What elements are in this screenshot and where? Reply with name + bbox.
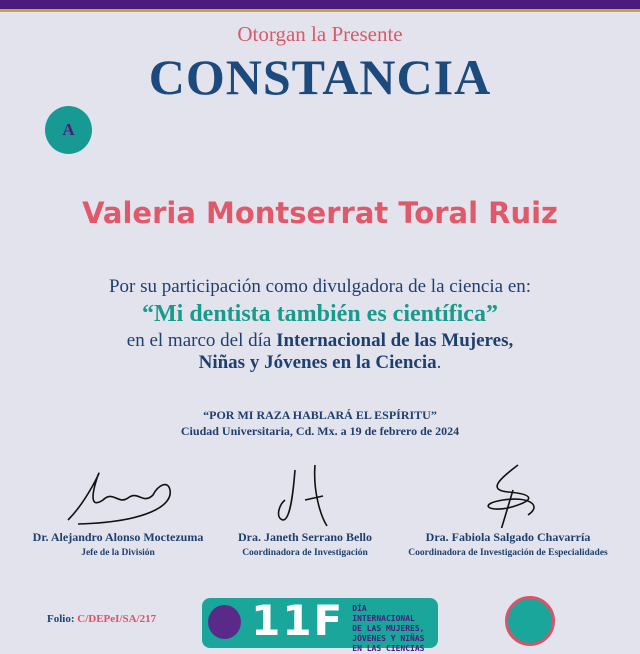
signature-image bbox=[58, 460, 178, 528]
signatory-name: Dra. Fabiola Salgado Chavarría bbox=[425, 530, 591, 544]
signature-block-2 bbox=[225, 460, 385, 558]
badge: A bbox=[45, 106, 92, 154]
event-suffix: . bbox=[436, 352, 442, 373]
logo-text-line: JÓVENES Y NIÑAS bbox=[352, 634, 425, 643]
signature-block-1 bbox=[28, 460, 208, 558]
folio bbox=[47, 613, 156, 625]
event-prefix: en el marco del día bbox=[126, 330, 277, 351]
molecule-seal-icon bbox=[505, 596, 555, 646]
certificate-title: CONSTANCIA bbox=[148, 49, 492, 105]
talk-title: “Mi dentista también es científica” bbox=[142, 301, 498, 327]
logo-number: 11F bbox=[251, 596, 345, 645]
event-logo bbox=[202, 596, 438, 653]
subtitle: Otorgan la Presente bbox=[237, 22, 403, 46]
place-date: Ciudad Universitaria, Cd. Mx. a 19 de febrero de 2024 bbox=[180, 424, 460, 438]
motto: “POR MI RAZA HABLARÁ EL ESPÍRITU” bbox=[203, 408, 437, 422]
event-name-2: Niñas y Jóvenes en la Ciencia bbox=[198, 352, 437, 373]
event-line-2 bbox=[0, 352, 640, 374]
molecule-icon bbox=[208, 605, 241, 639]
recipient-name: Valeria Montserrat Toral Ruiz bbox=[82, 196, 558, 230]
signatory-role: Coordinadora de Investigación bbox=[242, 548, 368, 558]
gold-stripe bbox=[0, 9, 640, 12]
logo-text-line: DE LAS MUJERES, bbox=[352, 624, 425, 633]
top-border bbox=[0, 0, 640, 9]
logo-text bbox=[352, 604, 432, 654]
signatory-name: Dra. Janeth Serrano Bello bbox=[238, 530, 372, 544]
event-name-1: Internacional de las Mujeres, bbox=[276, 330, 514, 351]
signature-block-3 bbox=[388, 460, 628, 558]
signatory-role: Coordinadora de Investigación de Especialidades bbox=[408, 548, 608, 558]
folio-value: C/DEPeI/SA/217 bbox=[77, 613, 157, 625]
logo-text-line: EN LAS CIENCIAS bbox=[352, 644, 425, 653]
signatory-name: Dr. Alejandro Alonso Moctezuma bbox=[32, 530, 204, 544]
participation-text: Por su participación como divulgadora de la ciencia en: bbox=[108, 276, 532, 297]
logo-text-line: DÍA INTERNACIONAL bbox=[352, 604, 415, 623]
signature-image bbox=[265, 460, 345, 528]
event-line-1 bbox=[0, 330, 640, 352]
signature-image bbox=[458, 460, 558, 528]
folio-label: Folio: bbox=[47, 613, 75, 625]
signatory-role: Jefe de la División bbox=[81, 548, 155, 558]
